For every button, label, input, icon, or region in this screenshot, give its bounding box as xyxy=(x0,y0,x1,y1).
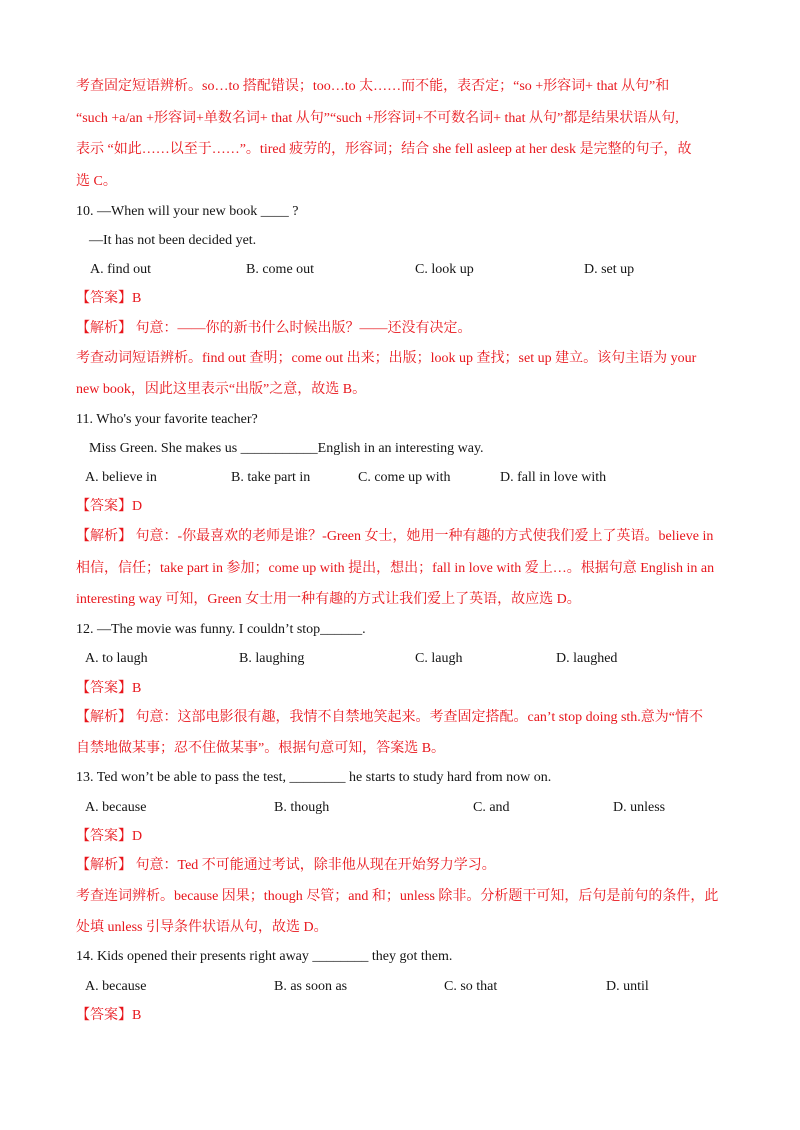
q14-option-b: B. as soon as xyxy=(274,979,348,994)
question-10: 10. —When will your new book ____ ? xyxy=(76,204,299,219)
explanation-line: “such +a/an +形容词+单数名词+ that 从句”“such +形容词+不可数名词+ that 从句”都是结果状语从句, xyxy=(76,111,679,126)
q12-explanation: 自禁地做某事；忍不住做某事”。根据句意可知，答案选 B。 xyxy=(76,741,446,756)
q14-option-c: C. so that xyxy=(444,979,498,994)
q10-option-d: D. set up xyxy=(584,262,635,277)
q13-explanation: 考查连词辨析。because 因果；though 尽管；and 和；unless 除非。分析题干可知，后句是前句的条件，此 xyxy=(76,889,719,904)
q14-option-a: A. because xyxy=(85,979,147,994)
question-10-reply: —It has not been decided yet. xyxy=(89,233,257,248)
q10-explanation: new book，因此这里表示“出版”之意，故选 B。 xyxy=(76,382,367,397)
q12-option-a: A. to laugh xyxy=(85,651,148,666)
explanation-line: 考查固定短语辨析。so…to 搭配错误；too…to 太……而不能，表否定；“so +形容词+ that 从句”和 xyxy=(76,79,670,94)
explanation-line: 选 C。 xyxy=(76,174,117,189)
q10-explanation: 考查动词短语辨析。find out 查明；come out 出来；出版；look up 查找；set up 建立。该句主语为 your xyxy=(76,351,697,366)
q11-explanation: 相信，信任；take part in 参加；come up with 提出，想出；fall in love with 爱上…。根据句意 English in an xyxy=(76,561,715,576)
q11-explanation: 【解析】 句意：-你最喜欢的老师是谁？-Green 女士，她用一种有趣的方式使我们爱上了英语。believe in xyxy=(76,529,714,544)
q10-option-b: B. come out xyxy=(246,262,315,277)
q10-explanation: 【解析】 句意：——你的新书什么时候出版？——还没有决定。 xyxy=(76,321,472,336)
explanation-line: 表示 “如此……以至于……”。tired 疲劳的，形容词；结合 she fell asleep at her desk 是完整的句子，故 xyxy=(76,142,692,157)
q11-explanation: interesting way 可知，Green 女士用一种有趣的方式让我们爱上了英语，故应选 D。 xyxy=(76,592,581,607)
q14-option-d: D. until xyxy=(606,979,649,994)
q12-explanation: 【解析】 句意：这部电影很有趣，我情不自禁地笑起来。考查固定搭配。can’t stop doing sth.意为“情不 xyxy=(76,710,704,725)
question-13: 13. Ted won’t be able to pass the test, ________ he starts to study hard from now on. xyxy=(76,770,552,785)
q13-option-b: B. though xyxy=(274,800,330,815)
q13-option-c: C. and xyxy=(473,800,510,815)
q11-answer: 【答案】D xyxy=(76,499,143,514)
q12-option-d: D. laughed xyxy=(556,651,618,666)
question-11-reply: Miss Green. She makes us ___________English in an interesting way. xyxy=(89,441,484,456)
q12-option-c: C. laugh xyxy=(415,651,463,666)
q13-explanation: 处填 unless 引导条件状语从句，故选 D。 xyxy=(76,920,328,935)
q11-option-b: B. take part in xyxy=(231,470,311,485)
q11-option-c: C. come up with xyxy=(358,470,451,485)
q13-explanation: 【解析】 句意：Ted 不可能通过考试，除非他从现在开始努力学习。 xyxy=(76,858,496,873)
q12-option-b: B. laughing xyxy=(239,651,305,666)
q13-option-a: A. because xyxy=(85,800,147,815)
q10-option-a: A. find out xyxy=(90,262,152,277)
q13-answer: 【答案】D xyxy=(76,829,143,844)
q11-option-a: A. believe in xyxy=(85,470,157,485)
q10-option-c: C. look up xyxy=(415,262,474,277)
q13-option-d: D. unless xyxy=(613,800,666,815)
q11-option-d: D. fall in love with xyxy=(500,470,607,485)
q12-answer: 【答案】B xyxy=(76,681,142,696)
q14-answer: 【答案】B xyxy=(76,1008,142,1023)
q10-answer: 【答案】B xyxy=(76,291,142,306)
question-11: 11. Who's your favorite teacher? xyxy=(76,412,258,427)
question-12: 12. —The movie was funny. I couldn’t stop______. xyxy=(76,622,366,637)
question-14: 14. Kids opened their presents right away ________ they got them. xyxy=(76,949,453,964)
